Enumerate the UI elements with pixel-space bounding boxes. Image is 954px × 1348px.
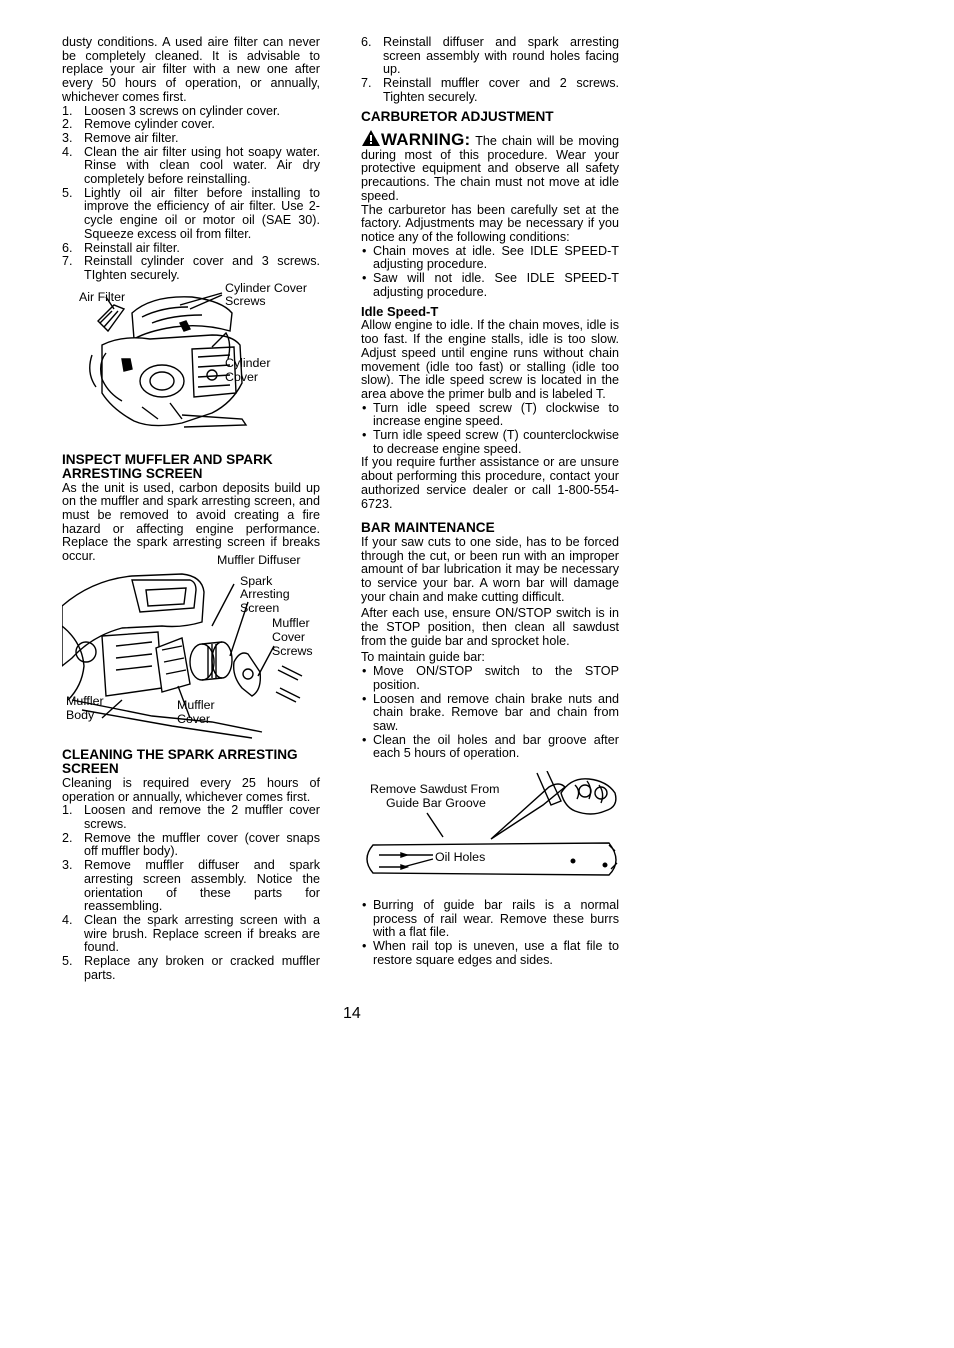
- list-item: • Turn idle speed screw (T) clockwise to increase engine speed.: [361, 402, 619, 429]
- label-muffler-cover: Muffler: [177, 697, 215, 712]
- guide-bar-figure: [361, 771, 619, 891]
- label-spark-arresting-screen-2: Arresting: [240, 586, 290, 601]
- page-number: 14: [343, 1005, 361, 1022]
- label-spark-arresting-screen: Spark: [240, 573, 273, 588]
- idle-help-text: If you require further assistance or are unsure about performing this procedure, contact your authorized service dealer or call 1-800-554-6723.: [361, 455, 619, 511]
- muffler-figure: [62, 552, 320, 744]
- muffler-text: As the unit is used, carbon deposits build up on the muffler and spark arresting screen, and must be removed to avoid creating a fire hazard or affecting engine performance. Replace the spark arresting screen if breaks occur.: [62, 480, 320, 564]
- list-item: 5. Lightly oil air filter before installing to improve the efficiency of air filter. Use 2-cycle engine oil or motor oil (SAE 30). Squeeze excess oil from filter.: [62, 185, 320, 241]
- carburetor-text: The carburetor has been carefully set at the factory. Adjustments may be necessary if you notice any of the following conditions:: [361, 202, 619, 244]
- label-muffler-cover-screws: Muffler: [272, 615, 310, 630]
- label-oil-holes: Oil Holes: [435, 850, 486, 865]
- air-filter-intro: dusty conditions. A used aire filter can never be completely cleaned. It is advisable to replace your air filter with a new one after every 50 hours of operation, or annually, whichever comes first.: [62, 35, 320, 104]
- clean-spark-heading: CLEANING THE SPARK ARRESTING SCREEN: [62, 746, 298, 777]
- bar-text-3: To maintain guide bar:: [361, 650, 485, 665]
- list-item: 2. Remove cylinder cover.: [62, 117, 215, 132]
- chainsaw-cylinder-illustration: [62, 280, 320, 451]
- warning-text: The chain will be moving during most of this procedure. Wear your protective equipment and observe all safety precautions. The chain must not move at idle speed.: [361, 134, 619, 203]
- list-item: • Loosen and remove chain brake nuts and chain brake. Remove bar and chain from saw.: [361, 693, 619, 734]
- label-muffler-cover-screws-3: Screws: [272, 643, 313, 658]
- list-item: 6. Reinstall diffuser and spark arresting screen assembly with round holes facing up.: [361, 35, 619, 77]
- label-muffler-body: Muffler: [66, 693, 104, 708]
- air-filter-figure: [62, 280, 320, 451]
- reinstall-steps: [361, 36, 619, 105]
- list-item: 3. Remove muffler diffuser and spark arresting screen assembly. Notice the orientation of these parts for reassembling.: [62, 858, 320, 914]
- carburetor-heading: CARBURETOR ADJUSTMENT: [361, 108, 554, 124]
- warning-paragraph: [361, 129, 619, 204]
- list-item: 3. Remove air filter.: [62, 130, 179, 145]
- label-remove-sawdust: Remove Sawdust From: [370, 782, 500, 797]
- list-item: • Move ON/STOP switch to the STOP position.: [361, 665, 619, 692]
- bar-text-1: If your saw cuts to one side, has to be forced through the cut, or been run with an improper amount of bar lubrication it may be necessary to service your bar. A worn bar will damage your chain and make cutting difficult.: [361, 534, 619, 604]
- idle-speed-bullets: [361, 402, 619, 457]
- list-item: • Turn idle speed screw (T) counterclockwise to decrease engine speed.: [361, 429, 619, 456]
- bar-text-2: After each use, ensure ON/STOP switch is in the STOP position, then clean all sawdust from the guide bar and sprocket hole.: [361, 606, 619, 648]
- clean-spark-steps: [62, 804, 320, 982]
- list-item: • Saw will not idle. See IDLE SPEED-T adjusting procedure.: [361, 272, 619, 299]
- list-item: 5. Replace any broken or cracked muffler parts.: [62, 954, 320, 982]
- label-cylinder-cover-2: Cover: [225, 369, 259, 384]
- label-cylinder-cover-screws: Cylinder Cover: [225, 280, 307, 295]
- idle-speed-heading: Idle Speed-T: [361, 304, 439, 320]
- label-muffler-cover-screws-2: Cover: [272, 629, 306, 644]
- list-item: 1. Loosen and remove the 2 muffler cover screws.: [62, 803, 320, 831]
- final-bullets: [361, 899, 619, 968]
- bar-maintenance-heading: BAR MAINTENANCE: [361, 520, 495, 536]
- list-item: 4. Clean the spark arresting screen with a wire brush. Replace screen if breaks are found.: [62, 912, 320, 955]
- label-muffler-body-2: Body: [66, 707, 95, 722]
- list-item: • Burring of guide bar rails is a normal process of rail wear. Remove these burrs with a flat file.: [361, 899, 619, 940]
- label-air-filter: Air Filter: [79, 289, 126, 304]
- label-remove-sawdust-2: Guide Bar Groove: [386, 796, 486, 811]
- list-item: 2. Remove the muffler cover (cover snaps off muffler body).: [62, 830, 320, 859]
- label-cylinder-cover: Cylinder: [225, 355, 271, 370]
- list-item: 7. Reinstall muffler cover and 2 screws. Tighten securely.: [361, 76, 619, 104]
- clean-spark-text: Cleaning is required every 25 hours of operation or annually, whichever comes first.: [62, 775, 320, 804]
- label-spark-arresting-screen-3: Screen: [240, 600, 280, 615]
- list-item: • Clean the oil holes and bar groove after each 5 hours of operation.: [361, 734, 619, 761]
- warning-label: WARNING:: [381, 130, 471, 150]
- list-item: 6. Reinstall air filter.: [62, 240, 180, 255]
- right-column: [361, 36, 619, 968]
- list-item: 1. Loosen 3 screws on cylinder cover.: [62, 103, 281, 118]
- label-cylinder-cover-screws-2: Screws: [225, 293, 266, 308]
- idle-speed-text: Allow engine to idle. If the chain moves, idle is too fast. If the engine stalls, idle is too slow. Adjust speed until engine runs without chain movement (idle too fast) or stalling (idle too slow). The idle speed screw is located in the area above the primer bulb and is labeled T.: [361, 318, 619, 401]
- list-item: 4. Clean the air filter using hot soapy water. Rinse with clean cool water. Air dry completely before reinstalling.: [62, 144, 320, 187]
- carburetor-bullets: [361, 245, 619, 300]
- list-item: • When rail top is uneven, use a flat file to restore square edges and sides.: [361, 940, 619, 967]
- list-item: • Chain moves at idle. See IDLE SPEED-T adjusting procedure.: [361, 245, 619, 272]
- label-muffler-diffuser: Muffler Diffuser: [217, 552, 301, 567]
- list-item: 7. Reinstall cylinder cover and 3 screws. TIghten securely.: [62, 254, 320, 282]
- bar-bullets: [361, 665, 619, 761]
- left-column: [62, 36, 320, 982]
- warning-triangle-icon: [361, 129, 381, 147]
- air-filter-steps: [62, 105, 320, 283]
- label-muffler-cover-2: Cover: [177, 711, 211, 726]
- muffler-heading: INSPECT MUFFLER AND SPARK ARRESTING SCREEN: [62, 451, 273, 482]
